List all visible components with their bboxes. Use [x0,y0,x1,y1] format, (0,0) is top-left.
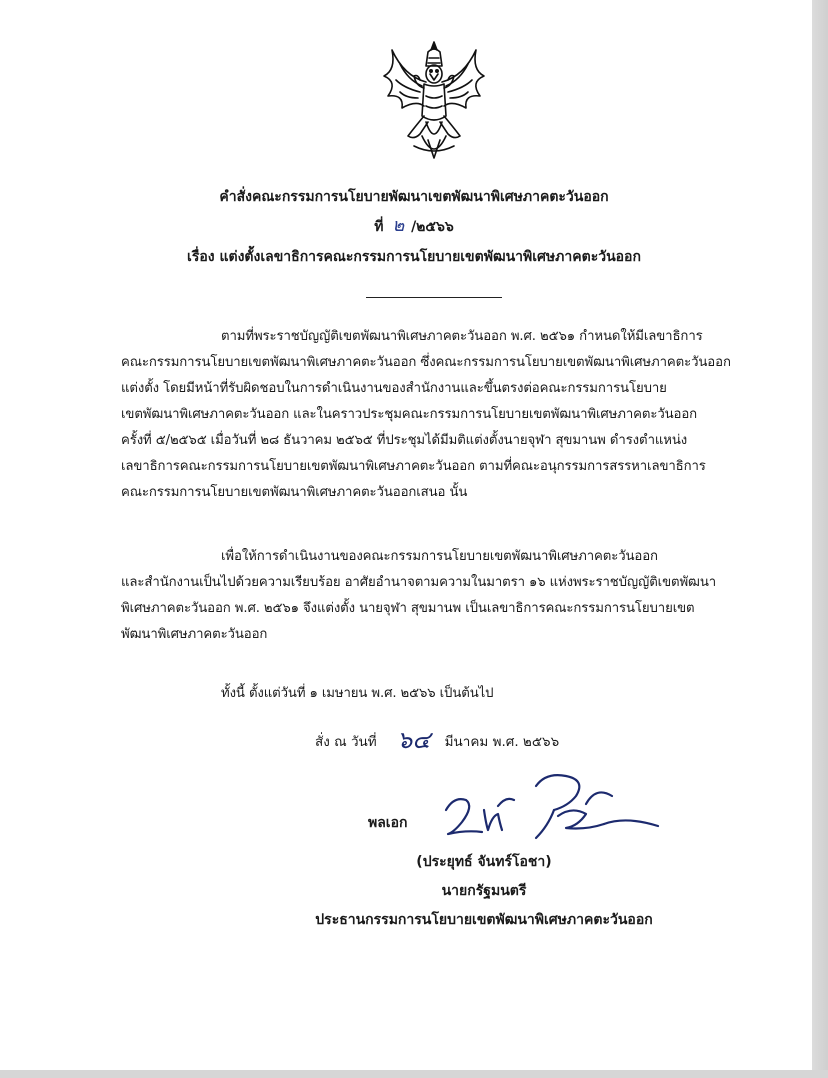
signatory-position: นายกรัฐมนตรี [441,883,527,899]
paragraph-1-line: ครั้งที่ ๕/๒๕๖๕ เมื่อวันที่ ๒๘ ธันวาคม ๒๕๖๕ ที่ประชุมได้มีมติแต่งตั้งนายจุฬา สุขมานพ ดำรงตำแหน่ง [121,433,688,448]
paragraph-3 [221,681,781,707]
order-number-line [0,216,828,237]
signatory-chair-position: ประธานกรรมการนโยบายเขตพัฒนาพิเศษภาคตะวันออก [315,912,653,928]
order-subject: เรื่อง แต่งตั้งเลขาธิการคณะกรรมการนโยบายเขตพัฒนาพิเศษภาคตะวันออก [187,249,641,265]
paragraph-1-line: ตามที่พระราชบัญญัติเขตพัฒนาพิเศษภาคตะวันออก พ.ศ. ๒๕๖๑ กำหนดให้มีเลขาธิการ [221,329,703,344]
handwritten-signature [436,766,666,856]
garuda-emblem-icon [374,36,494,166]
effective-date-line: ทั้งนี้ ตั้งแต่วันที่ ๑ เมษายน พ.ศ. ๒๕๖๖ เป็นต้นไป [221,686,494,701]
order-number-handwritten: ๒ [392,215,405,236]
paragraph-1-line: คณะกรรมการนโยบายเขตพัฒนาพิเศษภาคตะวันออกเสนอ นั้น [121,485,468,500]
paragraph-1-line: แต่งตั้ง โดยมีหน้าที่รับผิดชอบในการดำเนินงานของสำนักงานและขึ้นตรงต่อคณะกรรมการนโยบาย [121,381,667,396]
paragraph-2-line: เพื่อให้การดำเนินงานของคณะกรรมการนโยบายเขตพัฒนาพิเศษภาคตะวันออก [221,549,658,564]
paragraph-2-line: พัฒนาพิเศษภาคตะวันออก [121,627,268,642]
paragraph-2 [121,544,781,648]
page-bottom-shadow [0,1070,828,1078]
paragraph-2-line: และสำนักงานเป็นไปด้วยความเรียบร้อย อาศัยอำนาจตามความในมาตรา ๑๖ แห่งพระราชบัญญัติเขตพัฒนา [121,575,717,590]
paragraph-1-line: เลขาธิการคณะกรรมการนโยบายเขตพัฒนาพิเศษภาคตะวันออก ตามที่คณะอนุกรรมการสรรหาเลขาธิการ [121,459,706,474]
title-divider [366,297,502,298]
paragraph-1-line: เขตพัฒนาพิเศษภาคตะวันออก และในคราวประชุมคณะกรรมการนโยบายเขตพัฒนาพิเศษภาคตะวันออก [121,407,698,422]
given-date-prefix: สั่ง ณ วันที่ [315,734,377,750]
paragraph-2-line: พิเศษภาคตะวันออก พ.ศ. ๒๕๖๑ จึงแต่งตั้ง นายจุฬา สุขมานพ เป็นเลขาธิการคณะกรรมการนโยบายเขต [121,601,695,616]
order-title: คำสั่งคณะกรรมการนโยบายพัฒนาเขตพัฒนาพิเศษภาคตะวันออก [219,189,609,205]
given-date-line [315,727,559,755]
signatory-rank: พลเอก [368,815,408,831]
paragraph-1-line: คณะกรรมการนโยบายเขตพัฒนาพิเศษภาคตะวันออก ซึ่งคณะกรรมการนโยบายเขตพัฒนาพิเศษภาคตะวันออก [121,355,731,370]
given-day-handwritten: ๖๔ [396,726,431,754]
signatory-name: (ประยุทธ์ จันทร์โอชา) [416,854,552,870]
order-number-suffix: /๒๕๖๖ [411,219,454,235]
page-edge-shadow [812,0,828,1078]
order-number-prefix: ที่ [374,219,384,235]
paragraph-1 [121,324,781,506]
given-month-year: มีนาคม พ.ศ. ๒๕๖๖ [444,734,560,750]
